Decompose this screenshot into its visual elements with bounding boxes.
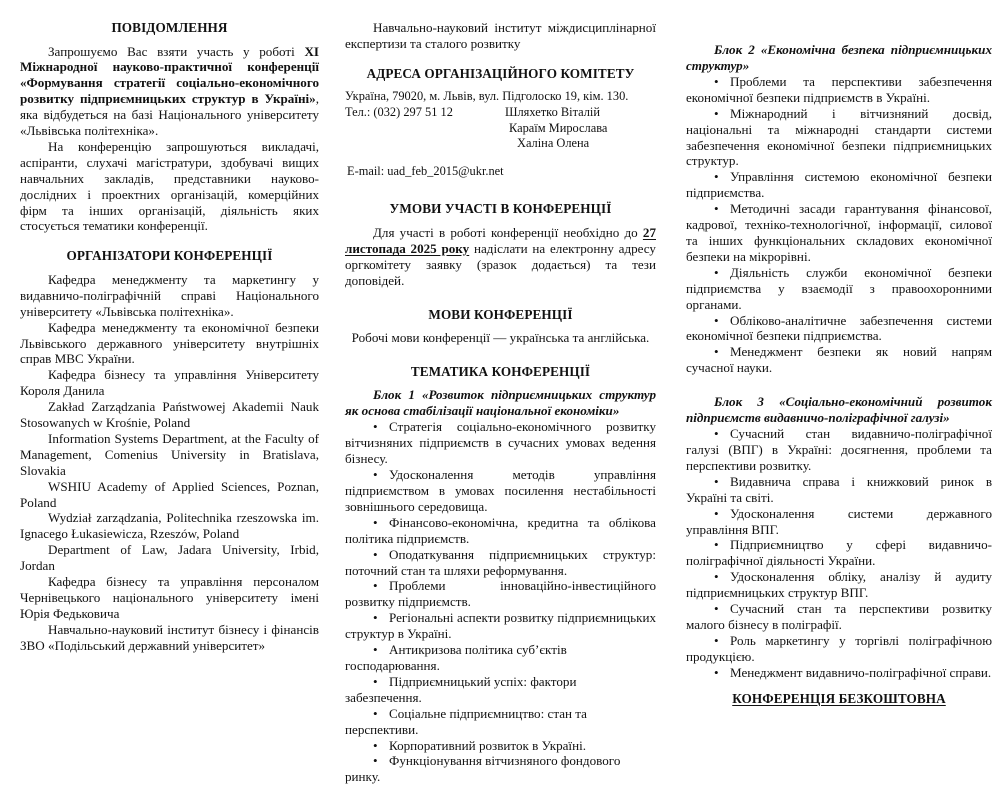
phone-and-contacts-row [345,105,656,152]
intro-tail: , яка відбудеться на базі Національного університету «Львівська політехніка». [20,91,319,139]
free-conference-notice: КОНФЕРЕНЦІЯ БЕЗКОШТОВНА [732,690,946,706]
spacer [686,20,992,42]
bullet-icon: • [373,578,378,594]
topic-text: Корпоративний розвиток в Україні. [389,737,586,753]
block1-topic-list [345,419,656,785]
phone-number: Тел.: (032) 297 51 12 [345,104,453,119]
topic-item [345,706,656,738]
topic-text: Видавнича справа і книжковий ринок в Україні та світі. [686,473,992,505]
column-right [670,20,1002,706]
invitation-paragraph: На конференцію запрошуються викладачі, аспіранти, слухачі магістратури, здобувачі вищих навчальних закладів, представники науково-дослідних і проектних організацій, комерційних фірм та інших організацій, діяльність яких стосується тематики конференції. [20,138,319,234]
bullet-icon: • [714,169,719,185]
bullet-icon: • [373,753,378,769]
topic-text: Фінансово-економічна, кредитна та облікова політика підприємств. [345,514,656,546]
topics-heading: ТЕМАТИКА КОНФЕРЕНЦІЇ [410,363,591,379]
topic-text: Функціонування вітчизняного фондового ринку. [345,753,621,785]
topic-text: Управління системою економічної безпеки підприємства. [686,169,992,201]
topic-item [345,738,656,754]
email-address[interactable]: uad_feb_2015@ukr.net [387,163,504,178]
topic-text: Антикризова політика суб’єктів господарювання. [345,642,567,673]
topic-item [345,578,656,610]
submission-deadline: 27 листопада 2025 року [345,224,656,256]
spacer [345,346,656,364]
topic-item [686,601,992,633]
topic-item [686,201,992,265]
topic-item [686,344,992,376]
organizer-item: Department of Law, Jadara University, Irbid, Jordan [20,542,319,574]
bullet-icon: • [373,419,378,435]
bullet-icon: • [714,73,719,89]
topic-item [345,674,656,706]
bullet-icon: • [714,569,719,585]
block2-topic-list [686,74,992,376]
topic-item [345,642,656,674]
topic-item [345,419,656,467]
bullet-icon: • [714,505,719,521]
topic-item [686,569,992,601]
topic-text: Регіональні аспекти розвитку підприємницьких структур в Україні. [345,610,656,642]
topic-text: Удосконалення обліку, аналізу й аудиту підприємницьких структур ВПГ. [686,569,992,601]
organizer-item: Information Systems Department, at the Faculty of Management, Comenius University in Bratislava, Slovakia [20,430,319,478]
bullet-icon: • [373,610,378,626]
bullet-icon: • [714,201,719,217]
topic-item [686,426,992,474]
topic-text: Роль маркетингу у торгівлі поліграфічною продукцією. [686,632,992,664]
topic-item [345,547,656,579]
topic-item [686,474,992,506]
topic-text: Менеджмент видавничо-поліграфічної справи. [730,664,992,680]
topic-text: Проблеми та перспективи забезпечення економічної безпеки підприємств в Україні. [686,73,992,105]
column-left [0,20,335,700]
organizer-item: Навчально-науковий інститут бізнесу і фінансів ЗВО «Подільський державний університет» [20,621,319,653]
bullet-icon: • [714,473,719,489]
bullet-icon: • [373,514,378,530]
spacer [345,52,656,66]
block3-heading: Блок 3 «Соціально-економічний розвиток підприємств видавничо-поліграфічної галузі» [686,394,992,426]
intro-lead: Запрошуємо Вас взяти участь у роботі [48,43,305,59]
terms-heading: УМОВИ УЧАСТІ В КОНФЕРЕНЦІЇ [389,201,612,217]
bullet-icon: • [714,537,719,553]
bullet-icon: • [373,546,378,562]
organizer-item: Кафедра менеджменту та маркетингу у видавничо-поліграфічній справі Національного університету «Львівська політехніка». [20,271,319,319]
contact-name: Шляхетко Віталій [505,104,601,119]
organizer-item: Кафедра бізнесу та управління персоналом Чернівецького національного університету імені Юрія Федьковича [20,574,319,621]
terms-lead: Для участі в роботі конференції необхідно до [373,224,643,240]
topic-item [686,74,992,106]
topic-text: Проблеми інноваційно-інвестиційного розвитку підприємств. [345,578,656,610]
bullet-icon: • [714,426,719,442]
block1-heading: Блок 1 «Розвиток підприємницьких структур як основа стабілізації національної економіки» [345,387,656,419]
bullet-icon: • [714,264,719,280]
topic-item [686,665,992,681]
spacer [686,681,992,691]
email-label: E-mail: [347,163,388,178]
topic-item [345,753,656,785]
topic-text: Підприємництво у сфері видавничо-поліграфічної діяльності України. [686,537,992,569]
topic-text: Менеджмент безпеки як новий напрям сучасної науки. [686,344,992,376]
contact-name: Халіна Олена [517,136,590,151]
topic-text: Стратегія соціально-економічного розвитку вітчизняних підприємств в сучасних умовах ведення бізнесу. [345,419,656,467]
topic-item [345,467,656,515]
block3-topic-list [686,426,992,681]
contact-name: Караїм Мирослава [509,120,608,135]
block2-heading: Блок 2 «Економічна безпека підприємницьких структур» [686,42,992,73]
bullet-icon: • [714,632,719,648]
topic-text: Оподаткування підприємницьких структур: поточний стан та шляхи реформування. [345,546,656,578]
address-line: Україна, 79020, м. Львів, вул. Підголоско 19, кім. 130. [345,89,629,104]
topic-text: Методичні засади гарантування фінансової, кадрової, техніко-технологічної, інформації, силової та інших функціональних складових економічної безпеки на мікрорівні. [686,201,992,264]
email-line [347,164,656,180]
bullet-icon: • [373,705,378,721]
languages-text: Робочі мови конференції — українська та англійська. [351,330,650,346]
three-column-layout [0,20,1002,785]
page-title: ПОВІДОМЛЕННЯ [111,20,228,35]
bullet-icon: • [714,601,719,617]
topic-item [686,106,992,170]
spacer [345,289,656,307]
topic-item [686,537,992,569]
topic-item [686,313,992,345]
bullet-icon: • [373,673,378,689]
topic-text: Сучасний стан видавничо-поліграфічної галузі (ВПГ) в Україні: досягнення, проблеми та перспективи розвитку. [686,426,992,473]
topic-item [686,169,992,201]
bullet-icon: • [373,467,378,483]
topic-text: Удосконалення системи державного управління ВПГ. [686,505,992,537]
spacer [345,179,656,201]
spacer [20,234,319,248]
topic-text: Сучасний стан та перспективи розвитку малого бізнесу в поліграфії. [686,601,992,632]
organizer-item: Кафедра бізнесу та управління Університету Короля Данила [20,367,319,399]
topic-text: Міжнародний і вітчизняний досвід, національні та міжнародні стандарти системи забезпечення економічної безпеки підприємницьких структур. [686,105,992,169]
organizer-item-continued: Навчально-науковий інститут міждисциплінарної експертизи та сталого розвитку [345,20,656,51]
organizer-item: Zakład Zarządzania Państwowej Akademii Nauk Stosowanych w Krośnie, Poland [20,399,319,431]
terms-tail: надіслати на електронну адресу оргкомітету заявку (зразок додається) та тези доповідей. [345,240,656,288]
bullet-icon: • [714,344,719,360]
organizers-heading: ОРГАНІЗАТОРИ КОНФЕРЕНЦІЇ [66,248,273,264]
topic-text: Діяльність служби економічної безпеки підприємства у взаємодії з правоохоронними органами. [686,264,992,312]
address-heading: АДРЕСА ОРГАНІЗАЦІЙНОГО КОМІТЕТУ [366,65,635,81]
topic-text: Обліково-аналітичне забезпечення системи економічної безпеки підприємства. [686,312,992,344]
bullet-icon: • [373,642,378,658]
organizer-item: WSHIU Academy of Applied Sciences, Poznan, Poland [20,478,319,510]
spacer [686,376,992,394]
bullet-icon: • [714,105,719,121]
languages-heading: МОВИ КОНФЕРЕНЦІЇ [428,306,573,322]
intro-paragraph [20,44,319,139]
conference-name: ХІ Міжнародної науково-практичної конференції «Формування стратегії соціально-економічного розвитку підприємницьких структур в Україні» [20,43,319,107]
topic-text: Соціальне підприємництво: стан та перспективи. [345,705,587,737]
bullet-icon: • [714,664,719,680]
topic-item [345,610,656,642]
topic-text: Удосконалення методів управління підприємством в умовах посилення нестабільності зовнішнього середовища. [345,467,656,514]
topic-item [686,633,992,665]
topic-item [686,265,992,313]
bullet-icon: • [714,312,719,328]
terms-paragraph [345,225,656,289]
organizer-item: Кафедра менеджменту та економічної безпеки Львівського державного університету внутрішніх справ МВС України. [20,319,319,367]
topic-item [345,515,656,547]
bullet-icon: • [373,737,378,753]
address-block [345,89,656,152]
organizer-item: Wydział zarządzania, Politechnika rzeszowska im. Ignacego Łukasiewicza, Rzeszów, Poland [20,510,319,542]
column-middle [335,20,670,785]
topic-text: Підприємницький успіх: фактори забезпечення. [345,673,577,705]
topic-item [686,506,992,538]
contacts-list [495,105,656,152]
